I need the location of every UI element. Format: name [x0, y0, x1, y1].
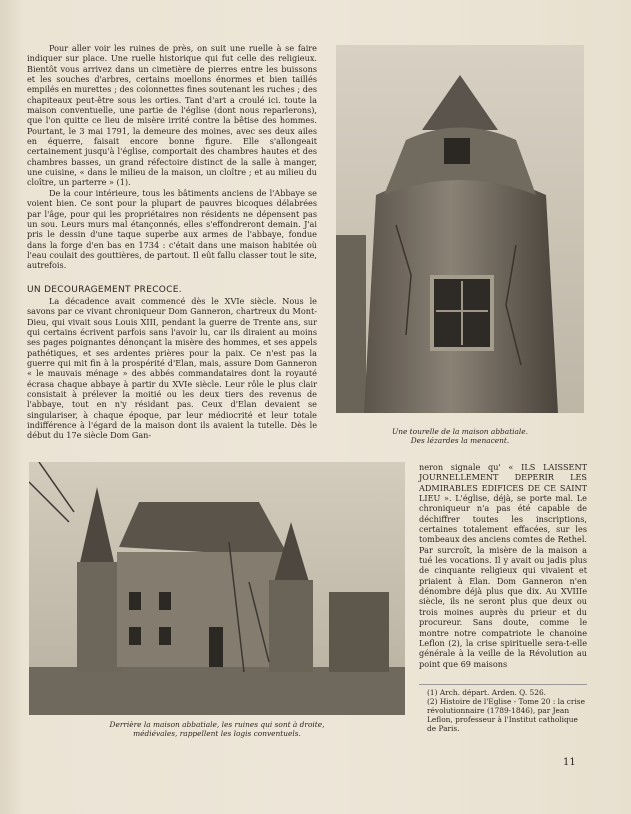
footnote-1: (1) Arch. départ. Arden. Q. 526. [427, 688, 547, 697]
footnote-2: (2) Histoire de l'Eglise - Tome 20 : la crise révolutionnaire (1789-1846), par Jean Leflon, professeur à l'Institut catholique de Paris. [427, 697, 585, 733]
footnotes [419, 688, 587, 733]
text-column-left [27, 43, 317, 271]
text-column-left-lower [27, 296, 317, 441]
tower-caption-line-1: Une tourelle de la maison abbatiale. [391, 427, 529, 436]
paragraph-3: La décadence avait commencé dès le XVIe siècle. Nous le savons par ce vivant chroniqueur Dom Ganneron, chartreux du Mont-Dieu, qui vivait sous Louis XIII, pendant la guerre de Trente ans, sur qui certains écrivent parfois sans l'avoir lu, car ils diraient au moins ses pages poignantes dénonçant la misère des hommes, et ses appels pathétiques, et ses ardentes prières pour la paix. Ce n'est pas la guerre qui mit fin à la prospérité d'Elan, mais, assure Dom Ganneron « le mauvais ménage » des abbés commandataires dont la royauté écrasa chaque abbaye à partir du XVIe siècle. Leur rôle le plus clair consistait à prélever la moitié ou les deux tiers des revenus de l'abbaye, tout en n'y résidant pas. Ceux d'Elan devaient se singulariser, à chaque époque, par leur médiocrité et leur totale indifférence à l'égard de la maison dont ils avaient la tutelle. Dès le début du 17e siècle Dom Gan- [27, 296, 317, 441]
abbey-photo [29, 462, 405, 715]
abbey-caption [29, 720, 405, 738]
paragraph-2: De la cour intérieure, tous les bâtiments anciens de l'Abbaye se voient bien. Ce sont pour la plupart de pauvres bicoques délabrées par l'âge, pour qui les propriétaires non résidents ne dépensent pas un sou. Leurs murs mal étançonnés, elles s'effondreront demain. J'ai pris le dessin d'une taque superbe aux armes de l'abbaye, fondue dans la forge d'en bas en 1734 : c'était dans une maison habitée où l'eau coulait des gouttières, de partout. Il eût fallu classer tout le site, autrefois. [27, 187, 317, 271]
text-column-right [419, 462, 587, 669]
page-number: 11 [563, 757, 576, 768]
paragraph-1: Pour aller voir les ruines de près, on suit une ruelle à se faire indiquer sur place. Une ruelle historique qui fut celle des religieux. Bientôt vous arrivez dans un cimetière de pierres entre les buissons et les souches d'arbres, certains moellons énormes et bien taillés empilés en murettes ; des colonnettes fines soutenant les ruches ; des chapiteaux peut-être sous les orties. Tant d'art a croulé ici. toute la maison conventuelle, une partie de l'église (dont nous reparlerons), que l'on quitte ce lieu de misère irrité contre la bêtise des hommes. Pourtant, le 3 mai 1791, la demeure des moines, avec ses deux ailes en équerre, faisait encore bonne figure. Elle s'allongeait certainement jusqu'à l'église, comportait des chambres hautes et des chambres basses, un grand réfectoire distinct de la salle à manger, une cuisine, « dans le milieu de la maison, un cloître ; et au milieu du cloître, un parterre » (1). [27, 43, 317, 188]
tower-illustration [336, 45, 584, 413]
abbey-caption-line-1: Derrière la maison abbatiale, les ruines qui sont à droite, [109, 720, 325, 729]
paragraph-4: neron signale qu' « ILS LAISSENT JOURNELLEMENT DEPERIR LES ADMIRABLES EDIFICES DE CE SAINT LIEU ». L'église, déjà, se porte mal. Le chroniqueur n'a pas été capable de déchiffrer toutes les inscriptions, certaines totalement effacées, sur les tombeaux des anciens comtes de Rethel. Par surcroît, la misère de la maison a tué les vocations. Il y avait ou jadis plus de cinquante religieux qui vivaient et priaient à Elan. Dom Ganneron n'en dénombre déjà plus que dix. Au XVIIIe siècle, ils ne seront plus que deux ou trois moines auprès du prieur et du procureur. Sans doute, comme le montre notre compatriote le chanoine Leflon (2), la crise spirituelle sera-t-elle générale à la veille de la Révolution au point que 69 maisons [419, 462, 587, 669]
tower-caption-line-2: Des lézardes la menacent. [410, 436, 510, 445]
section-heading: UN DECOURAGEMENT PRECOCE. [27, 285, 182, 295]
tower-photo [336, 45, 584, 413]
abbey-illustration [29, 462, 405, 715]
abbey-caption-line-2: médiévales, rappellent les logis conventuels. [133, 729, 301, 738]
tower-caption [336, 427, 584, 445]
footnote-separator [419, 684, 587, 685]
